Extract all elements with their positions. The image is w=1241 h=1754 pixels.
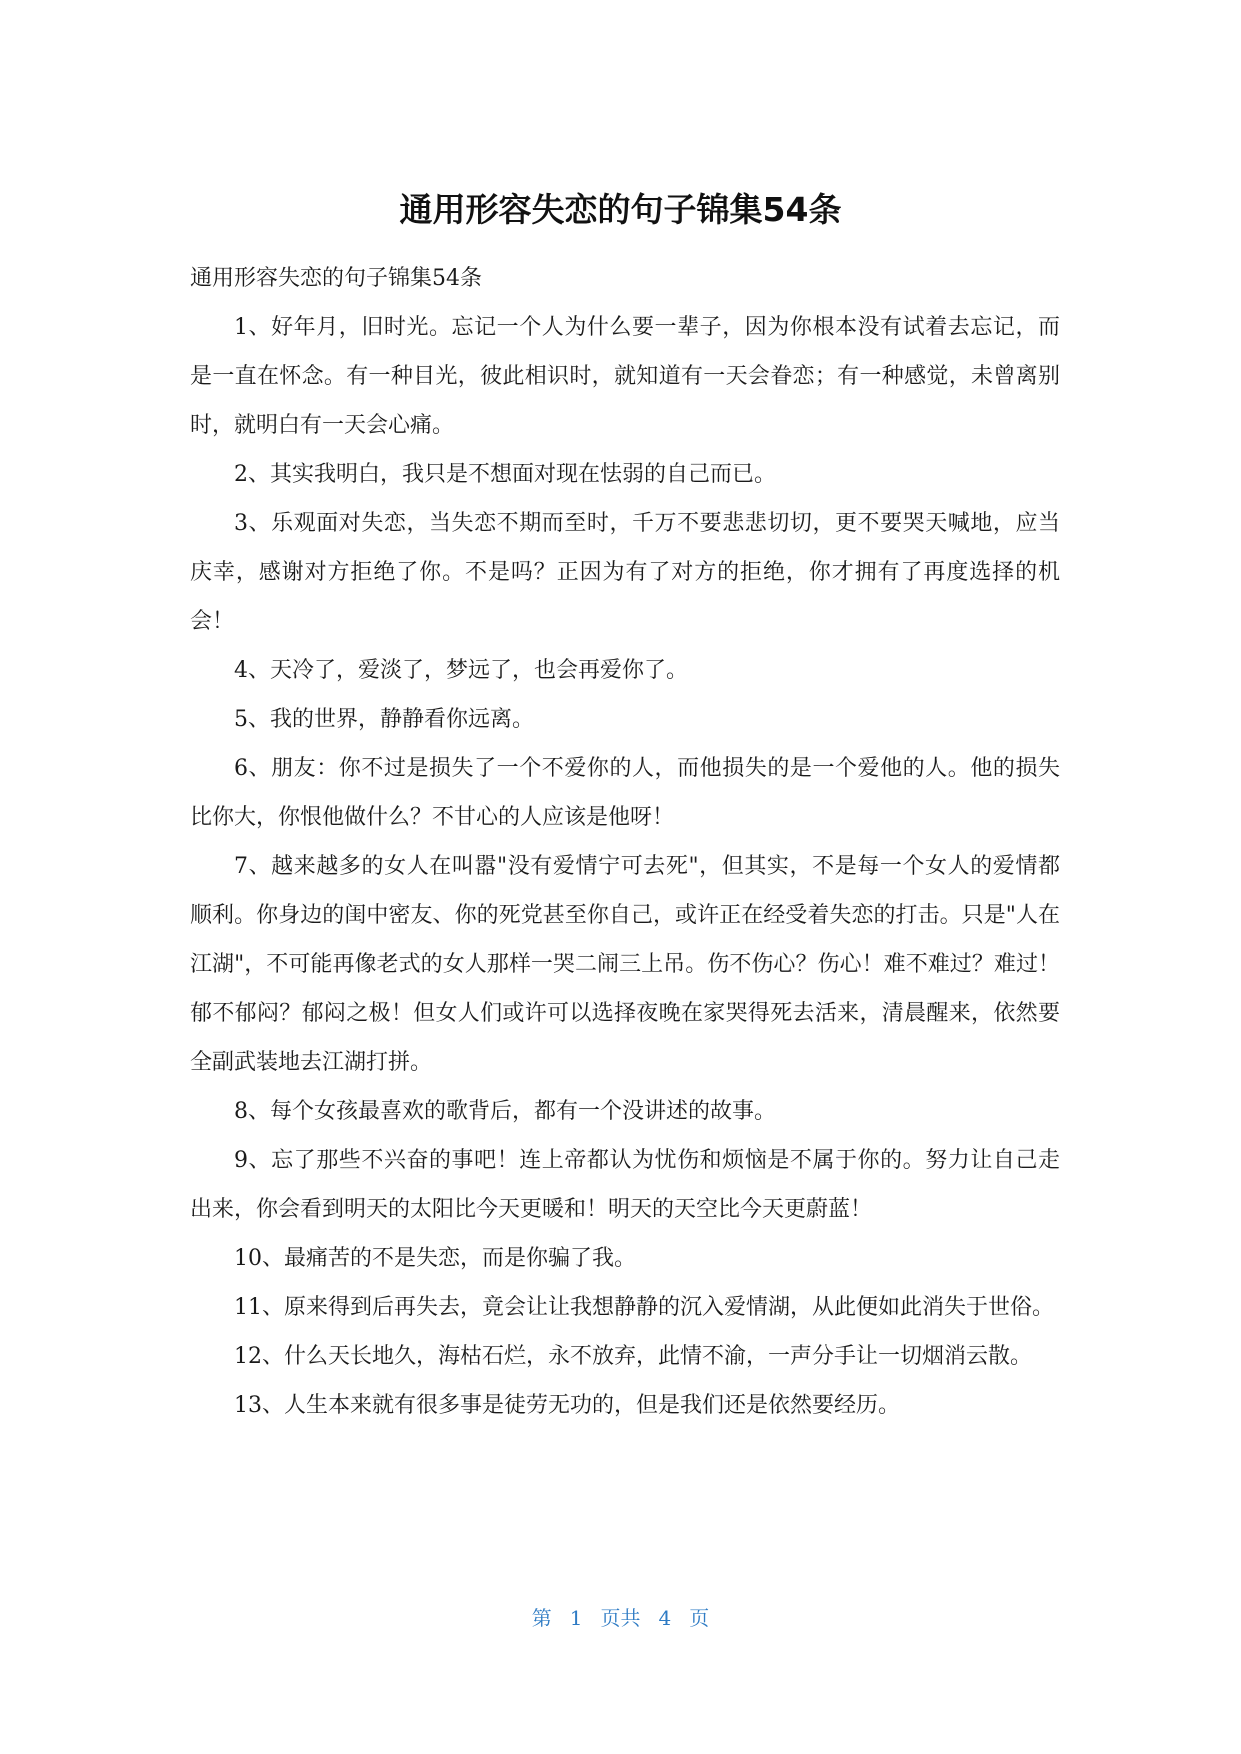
paragraph-8: 8、每个女孩最喜欢的歌背后，都有一个没讲述的故事。 — [234, 1099, 776, 1124]
paragraph-2: 2、其实我明白，我只是不想面对现在怯弱的自己而已。 — [234, 462, 776, 487]
paragraph-6: 6、朋友：你不过是损失了一个不爱你的人，而他损失的是一个爱他的人。他的损失比你大，你恨他做什么？不甘心的人应该是他呀！ — [190, 756, 1060, 830]
paragraph-1: 1、好年月，旧时光。忘记一个人为什么要一辈子，因为你根本没有试着去忘记，而是一直在怀念。有一种目光，彼此相识时，就知道有一天会眷恋；有一种感觉，未曾离别时，就明白有一天会心痛。 — [190, 315, 1060, 438]
paragraph-5: 5、我的世界，静静看你远离。 — [234, 707, 534, 732]
paragraph-4: 4、天冷了，爱淡了，梦远了，也会再爱你了。 — [234, 658, 688, 683]
paragraph-10: 10、最痛苦的不是失恋，而是你骗了我。 — [234, 1246, 636, 1271]
paragraph-12: 12、什么天长地久，海枯石烂，永不放弃，此情不渝，一声分手让一切烟消云散。 — [234, 1344, 1032, 1369]
footer-page-label: 第 — [531, 1606, 552, 1630]
paragraph-11: 11、原来得到后再失去，竟会让让我想静静的沉入爱情湖，从此便如此消失于世俗。 — [234, 1295, 1054, 1320]
paragraph-7: 7、越来越多的女人在叫嚣"没有爱情宁可去死"，但其实，不是每一个女人的爱情都顺利。你身边的闺中密友、你的死党甚至你自己，或许正在经受着失恋的打击。只是"人在江湖"，不可能再像老式的女人那样一哭二闹三上吊。伤不伤心？伤心！难不难过？难过！郁不郁闷？郁闷之极！但女人们或许可以选择夜晚在家哭得死去活来，清晨醒来，依然要全副武装地去江湖打拼。 — [190, 854, 1060, 1075]
page-title: 通用形容失恋的句子锦集54条 — [399, 190, 842, 229]
paragraph-13: 13、人生本来就有很多事是徒劳无功的，但是我们还是依然要经历。 — [234, 1393, 900, 1418]
paragraph-9: 9、忘了那些不兴奋的事吧！连上帝都认为忧伤和烦恼是不属于你的。努力让自己走出来，你会看到明天的太阳比今天更暖和！明天的天空比今天更蔚蓝！ — [190, 1148, 1060, 1222]
footer-total-prefix: 页共 — [600, 1606, 641, 1630]
document-subtitle: 通用形容失恋的句子锦集54条 — [190, 266, 482, 291]
footer-total-pages: 4 — [658, 1606, 672, 1630]
page-footer — [0, 1604, 1241, 1632]
footer-current-page: 1 — [569, 1606, 583, 1630]
document-body — [190, 254, 1060, 1430]
paragraph-3: 3、乐观面对失恋，当失恋不期而至时，千万不要悲悲切切，更不要哭天喊地，应当庆幸，感谢对方拒绝了你。不是吗？正因为有了对方的拒绝，你才拥有了再度选择的机会！ — [190, 511, 1060, 634]
footer-total-suffix: 页 — [689, 1606, 710, 1630]
